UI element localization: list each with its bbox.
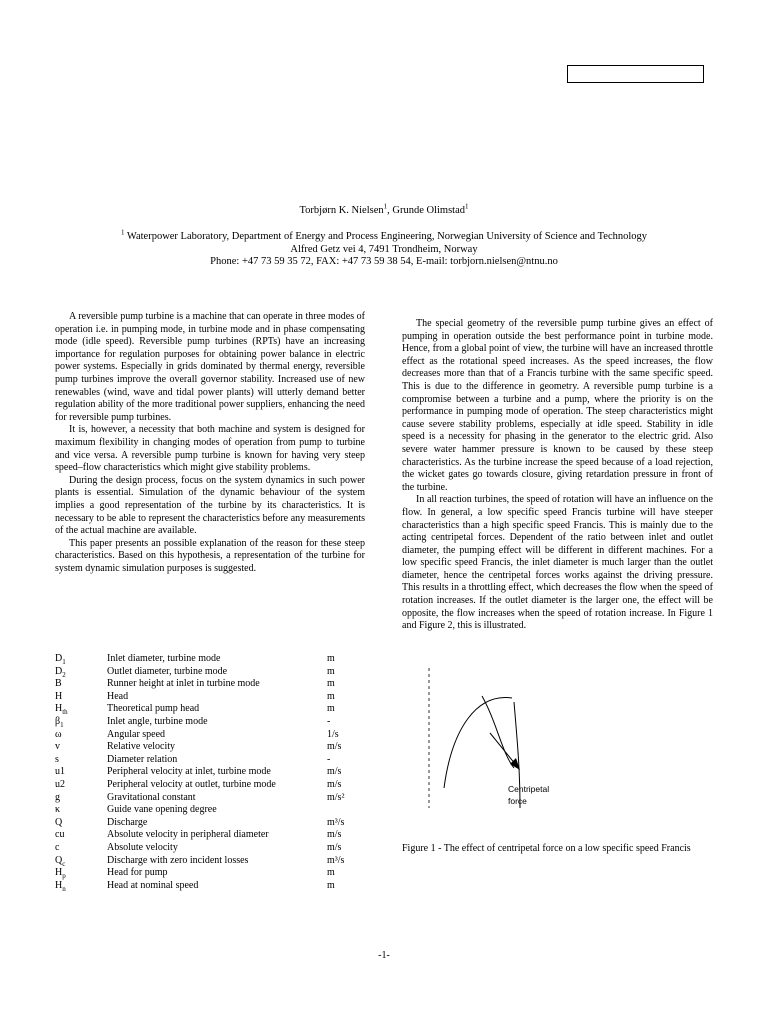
description-cell: Head for pump [107, 867, 168, 879]
description-cell: Peripheral velocity at outlet, turbine mode [107, 778, 276, 790]
symbol-cell: $Q_c$ [55, 854, 66, 868]
author-1-affil: 1 [383, 202, 388, 211]
unit-cell: m [327, 703, 335, 715]
unit-cell: m [327, 653, 335, 664]
symbol-cell: $H_{th}$ [55, 703, 68, 717]
symbol-cell: g [55, 791, 60, 803]
nomenclature-row [55, 741, 367, 754]
paragraph: A reversible pump turbine is a machine that can operate in three modes of operation i.e. in pumping mode, in turbine mode and in phase compensating mode (idle speed). Reversible pump turbines (RPTs) have an increasing importance for regulation purposes for obtaining power balance in electric power systems. Especially in grids dominated by thermal energy, reversible pump turbines improve the overall governor stability. Increased use of new renewables (wind, wave and tidal power plants) will utterly demand better regulation ability of the more traditional power suppliers, enhancing the need for reversible pump turbines. [55, 311, 365, 423]
nomenclature-row [55, 766, 367, 779]
unit-cell: m/s [327, 778, 342, 790]
symbol-cell: $H_p$ [55, 867, 66, 881]
unit-cell: m [327, 678, 335, 690]
nomenclature-row [55, 855, 367, 868]
description-cell: Diameter relation [107, 753, 178, 765]
symbol-cell: u2 [55, 778, 65, 790]
description-cell: Angular speed [107, 728, 166, 740]
paragraph: During the design process, focus on the system dynamics in such power plants is essential. Simulation of the dynamic behaviour of the system implies a good representation of the turbine by its characteristics. It is necessary to be able to represent the characteristics before any measurements of the actual machine are available. [55, 474, 365, 537]
nomenclature-row [55, 703, 367, 716]
description-cell: Absolute velocity in peripheral diameter [107, 829, 269, 841]
symbol-cell: $\beta_1$ [55, 715, 64, 729]
unit-cell: - [327, 753, 331, 765]
unit-cell: m/s [327, 829, 342, 841]
symbol-cell: v [55, 741, 60, 753]
affiliation-line-1: $^1$ Waterpower Laboratory, Department of Energy and Process Engineering, Norwegian University of Science and Technology [120, 228, 648, 242]
nomenclature-row [55, 829, 367, 842]
description-cell: Theoretical pump head [107, 703, 200, 715]
nomenclature-row [55, 804, 367, 817]
unit-cell: m/s [327, 766, 342, 778]
page-number: -1- [378, 950, 390, 961]
author-2: Grunde Olimstad [392, 205, 465, 216]
symbol-cell: H [55, 690, 63, 702]
page-number-box [567, 65, 704, 83]
author-line [0, 202, 768, 216]
unit-cell: - [327, 715, 331, 727]
nomenclature-table [55, 653, 367, 892]
symbol-cell: cu [55, 829, 65, 841]
description-cell: Head at nominal speed [107, 879, 199, 891]
left-column [55, 311, 365, 575]
figure-1 [402, 668, 713, 808]
paragraph: It is, however, a necessity that both machine and system is designed for maximum flexibility in changing modes of operation from pump to turbine and vice versa. A reversible pump turbine is known for having very steep speed–flow characteristics which might give stability problems. [55, 424, 365, 474]
unit-cell: m [327, 867, 335, 879]
unit-cell: m/s² [327, 791, 345, 803]
affiliation-sup: 1 [120, 228, 125, 237]
description-cell: Head [107, 690, 129, 702]
description-cell: Gravitational constant [107, 791, 196, 803]
paragraph: The special geometry of the reversible pump turbine gives an effect of pumping in operation outside the best performance point in turbine mode. Hence, from a global point of view, the turbine will have an increased throttle effect as the rotational speed increases. As the speed increases, the flow decreases more than that of a Francis turbine with the same specific speed. This is due to the difference in geometry. A reversible pump turbine is a compromise between a turbine and a pump, where the priority is on the performance in pumping mode of operation. The steep characteristics might cause severe stability problems, especially at idle speed. Stability in idle speed is a necessity for phasing in the generator to the electric grid. Also severe water hammer pressure is known to be caused by these steep characteristics. As the turbine increase the speed because of a load rejection, the wicket gates go towards closure, giving retardation pressure in front of the turbine. [402, 318, 713, 493]
unit-cell: m [327, 690, 335, 702]
description-cell: Peripheral velocity at inlet, turbine mode [107, 766, 271, 778]
description-cell: Absolute velocity [107, 841, 178, 853]
unit-cell: m [327, 665, 335, 677]
nomenclature-row [55, 729, 367, 742]
symbol-cell: B [55, 678, 62, 690]
nomenclature-row [55, 792, 367, 805]
unit-cell: m [327, 879, 335, 891]
nomenclature-row [55, 678, 367, 691]
symbol-cell: c [55, 841, 60, 853]
symbol-cell: Q [55, 816, 63, 828]
affiliation [60, 228, 708, 269]
symbol-cell: $D_1$ [55, 653, 66, 666]
unit-cell: m/s [327, 841, 342, 853]
nomenclature-row [55, 653, 367, 666]
nomenclature-row [55, 691, 367, 704]
description-cell: Relative velocity [107, 741, 176, 753]
nomenclature-row [55, 716, 367, 729]
author-2-affil: 1 [465, 202, 469, 211]
nomenclature-row [55, 817, 367, 830]
paragraph: In all reaction turbines, the speed of rotation will have an influence on the flow. In general, a low specific speed Francis turbine will have steeper characteristics than a high specific speed Francis. This is mainly due to the acting centripetal forces. Dependent of the ratio between inlet and outlet diameter, the pumping effect will be different in different machines. For a low specific speed Francis, the inlet diameter is much larger than the outlet diameter, hence the centripetal forces works against the driving pressure. This results in a throttling effect, which decreases the flow when the speed of rotation increases. If the outlet diameter is the larger one, the effect will be opposite, the flow increases when the speed of rotation increase. In Figure 1 and Figure 2, this is illustrated. [402, 494, 713, 632]
unit-cell: m³/s [327, 854, 345, 866]
nomenclature-row [55, 779, 367, 792]
description-cell: Outlet diameter, turbine mode [107, 665, 228, 677]
symbol-cell: $D_2$ [55, 665, 66, 679]
description-cell: Discharge [107, 816, 148, 828]
paragraph: This paper presents an possible explanation of the reason for these steep characteristics. Based on this hypothesis, a representation of the turbine for system dynamic simulation purposes is suggested. [55, 537, 365, 574]
symbol-cell: $H_n$ [55, 879, 66, 893]
right-column [402, 318, 713, 633]
description-cell: Inlet angle, turbine mode [107, 715, 208, 727]
unit-cell: m/s [327, 741, 342, 753]
nomenclature-row [55, 867, 367, 880]
author-separator: , [387, 205, 393, 216]
affiliation-line-2: Alfred Getz vei 4, 7491 Trondheim, Norway [290, 243, 478, 255]
nomenclature-row [55, 842, 367, 855]
affiliation-line-3: Phone: +47 73 59 35 72, FAX: +47 73 59 38 54, E-mail: torbjorn.nielsen@ntnu.no [210, 256, 558, 267]
nomenclature-row [55, 880, 367, 893]
description-cell: Guide vane opening degree [107, 804, 217, 816]
figure-label-line-2: force [508, 796, 527, 806]
unit-cell: 1/s [327, 728, 339, 740]
symbol-cell: s [55, 753, 59, 765]
description-cell: Discharge with zero incident losses [107, 854, 249, 866]
nomenclature-row [55, 754, 367, 767]
unit-cell [327, 804, 367, 817]
figure-caption: Figure 1 - The effect of centripetal force on a low specific speed Francis [402, 843, 691, 854]
symbol-cell: u1 [55, 766, 65, 778]
force-arrow-shaft [490, 733, 516, 765]
nomenclature-row [55, 666, 367, 679]
description-cell: Inlet diameter, turbine mode [107, 653, 221, 664]
symbol-cell: κ [55, 804, 61, 816]
unit-cell: m³/s [327, 816, 345, 828]
figure-label-line-1: Centripetal [508, 784, 550, 794]
author-1: Torbjørn K. Nielsen [299, 205, 384, 216]
symbol-cell: ω [55, 728, 62, 740]
description-cell: Runner height at inlet in turbine mode [107, 678, 260, 690]
